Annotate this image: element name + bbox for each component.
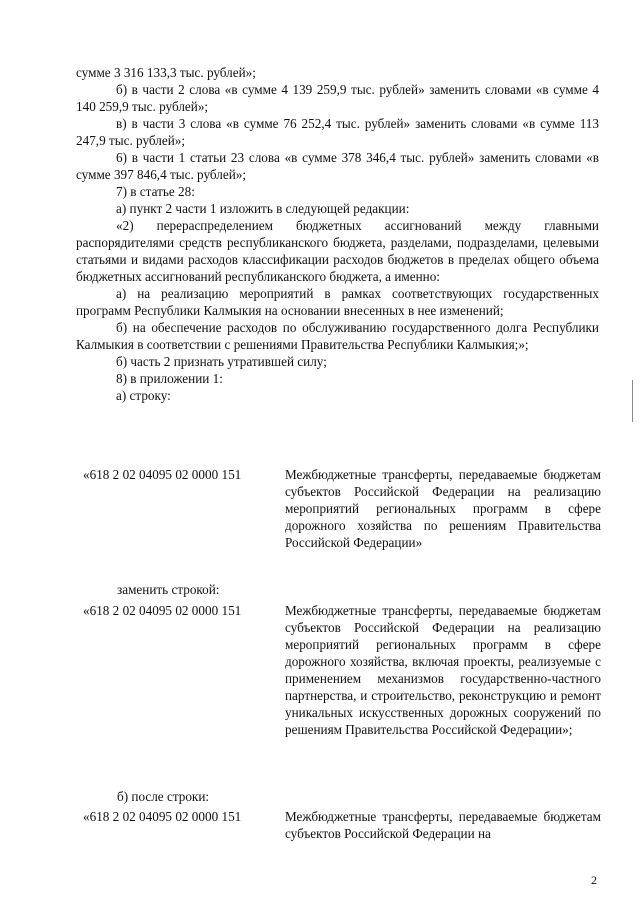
paragraph-subitem-b: б) на обеспечение расходов по обслуживанию государственного долга Республики Калмыкия в соответствии с решениями Правительства Республики Калмыкия;»; xyxy=(76,320,599,352)
scan-edge-mark xyxy=(632,380,633,422)
budget-code: «618 2 02 04095 02 0000 151 xyxy=(83,467,242,482)
row-description: Межбюджетные трансферты, передаваемые бюджетам субъектов Российской Федерации на реализацию мероприятий региональных программ в сфере дорожного хозяйства по решениям Правительства Российской Федерации» xyxy=(285,467,601,550)
paragraph-item-7-article28: 7) в статье 28: xyxy=(116,184,195,199)
paragraph-part2-void: б) часть 2 признать утратившей силу; xyxy=(116,354,327,369)
paragraph-subitem-a: а) на реализацию мероприятий в рамках соответствующих государственных программ Республики Калмыкия на основании внесенных в нее изменений; xyxy=(76,286,599,318)
paragraph-item-8-appendix1: 8) в приложении 1: xyxy=(116,371,223,386)
paragraph-item-v-part3: в) в части 3 слова «в сумме 76 252,4 тыс. рублей» заменить словами «в сумме 113 247,9 тыс. рублей»; xyxy=(76,116,599,148)
row-description: Межбюджетные трансферты, передаваемые бюджетам субъектов Российской Федерации на xyxy=(285,809,601,841)
paragraph-continuation: сумме 3 316 133,3 тыс. рублей»; xyxy=(76,65,256,80)
budget-code: «618 2 02 04095 02 0000 151 xyxy=(83,809,242,824)
page-number: 2 xyxy=(591,873,597,887)
budget-code: «618 2 02 04095 02 0000 151 xyxy=(83,603,242,618)
label-after-row: б) после строки: xyxy=(117,789,210,804)
row-description: Межбюджетные трансферты, передаваемые бюджетам субъектов Российской Федерации на реализацию мероприятий региональных программ в сфере дорожного хозяйства, включая проекты, реализуемые с применением механизмов государственно-частного партнерства, и строительство, реконструкцию и ремонт уникальных искусственных дорожных сооружений по решениям Правительства Российской Федерации»; xyxy=(285,603,601,737)
paragraph-item-6-article23: 6) в части 1 статьи 23 слова «в сумме 378 346,4 тыс. рублей» заменить словами «в сумме 397 846,4 тыс. рублей»; xyxy=(76,150,599,182)
paragraph-item-b-part2: б) в части 2 слова «в сумме 4 139 259,9 тыс. рублей» заменить словами «в сумме 4 140 259,9 тыс. рублей»; xyxy=(76,82,599,114)
label-replace-with-row: заменить строкой: xyxy=(117,582,220,597)
paragraph-quote-redistribution: «2) перераспределением бюджетных ассигнований между главными распорядителями средств республиканского бюджета, разделами, подразделами, целевыми статьями и видами расходов классификации расходов бюджетов в пределах общего объема бюджетных ассигнований республиканского бюджета, а именно: xyxy=(76,218,599,284)
paragraph-item-a-point2: а) пункт 2 части 1 изложить в следующей редакции: xyxy=(116,201,410,216)
body-text-top xyxy=(76,64,599,404)
paragraph-item-a-row: а) строку: xyxy=(116,388,171,403)
